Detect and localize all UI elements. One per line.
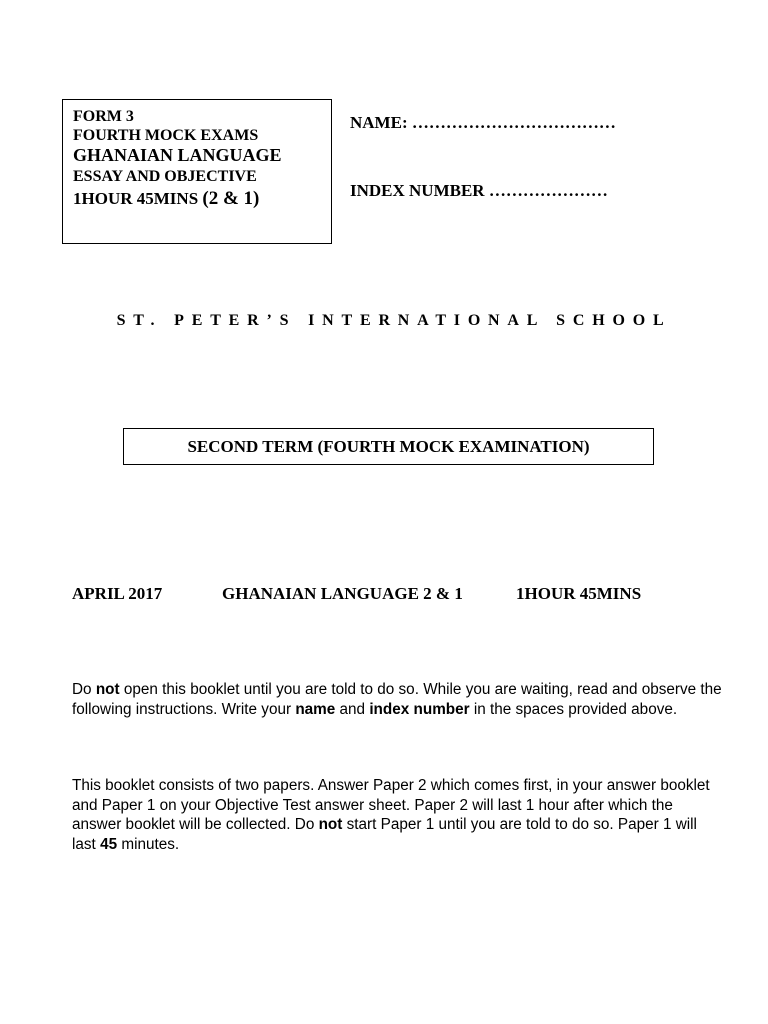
instr2-text-3: minutes.	[117, 835, 180, 853]
term-title: SECOND TERM (FOURTH MOCK EXAMINATION)	[187, 436, 590, 456]
instructions-paragraph-2	[72, 776, 722, 854]
instr2-bold-45: 45	[100, 835, 118, 853]
instr2-bold-not: not	[318, 816, 343, 833]
paper-duration: 1HOUR 45MINS	[516, 584, 642, 603]
paper-type-label: ESSAY AND OBJECTIVE	[73, 167, 257, 185]
form-label: FORM 3	[73, 108, 134, 125]
instr1-bold-index-number: index number	[369, 700, 470, 718]
duration-text: 1HOUR 45MINS	[73, 189, 203, 209]
name-field[interactable]: NAME: ………………………………	[350, 113, 616, 132]
index-number-field[interactable]: INDEX NUMBER …………………	[350, 181, 608, 200]
instr1-text-2: open this booklet until you are told to do so. While you are waiting, read and observe the following instructions. Write your	[72, 681, 722, 718]
exam-info-box	[62, 99, 332, 244]
instructions-paragraph-1	[72, 680, 722, 719]
subject-label: GHANAIAN LANGUAGE	[73, 145, 282, 166]
instr1-bold-name: name	[295, 700, 336, 718]
paper-subject: GHANAIAN LANGUAGE 2 & 1	[222, 584, 463, 603]
instr1-bold-not: not	[95, 681, 120, 698]
school-name: ST. PETER’S INTERNATIONAL SCHOOL	[116, 312, 672, 329]
term-title-box	[123, 428, 654, 465]
instr2-text-2: start Paper 1 until you are told to do so. Paper 1 will last	[72, 816, 697, 853]
exam-series-label: FOURTH MOCK EXAMS	[73, 127, 259, 145]
duration-label	[73, 188, 331, 211]
instr1-text-3: and	[335, 700, 370, 718]
instr2-text-1: This booklet consists of two papers. Answer Paper 2 which comes first, in your answer booklet and Paper 1 on your Objective Test answer sheet. Paper 2 will last 1 hour after which the answer booklet will be collected. Do	[72, 777, 710, 833]
exam-date: APRIL 2017	[72, 584, 163, 603]
instr1-text-4: in the spaces provided above.	[469, 700, 678, 718]
instr1-text-1: Do	[72, 681, 96, 698]
papers-label: (2 & 1)	[202, 188, 260, 210]
